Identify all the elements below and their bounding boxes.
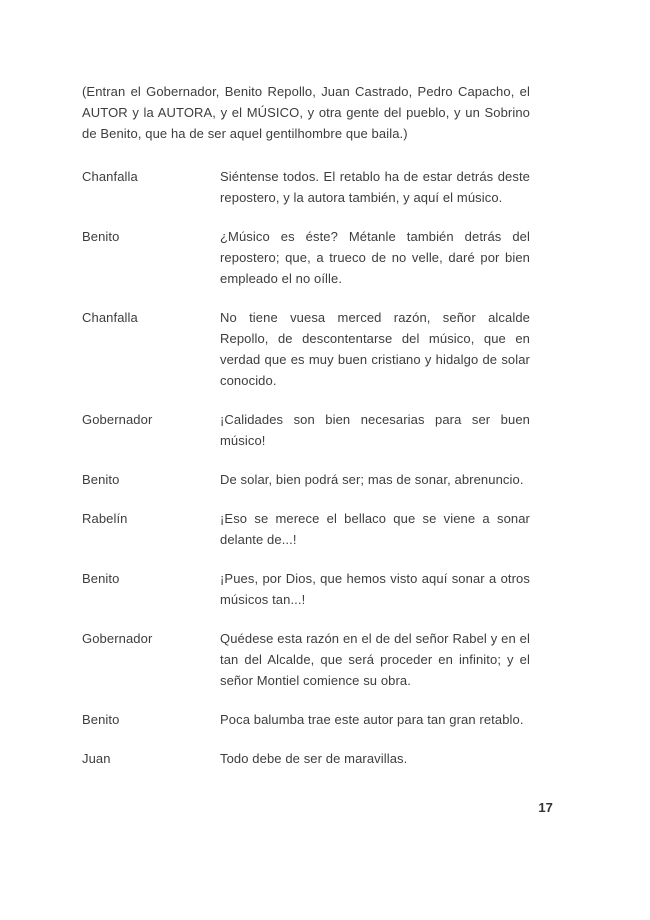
speech-text: ¡Eso se merece el bellaco que se viene a sonar delante de...!	[220, 511, 530, 547]
speaker-name: Benito	[82, 472, 120, 487]
speech-text: Todo debe de ser de maravillas.	[220, 751, 408, 766]
speaker-name: Chanfalla	[82, 310, 138, 325]
dialogue-row	[82, 469, 530, 490]
speech-text: Quédese esta razón en el de del señor Rabel y en el tan del Alcalde, que será proceder en infinito; y el señor Montiel comience su obra.	[220, 631, 530, 688]
dialogue-row	[82, 508, 530, 550]
speech-text: Siéntense todos. El retablo ha de estar detrás deste repostero, y la autora también, y aquí el músico.	[220, 169, 530, 205]
dialogue-list	[82, 166, 530, 769]
speech-text: Poca balumba trae este autor para tan gran retablo.	[220, 712, 524, 727]
speech-text: ¡Pues, por Dios, que hemos visto aquí sonar a otros músicos tan...!	[220, 571, 530, 607]
dialogue-row	[82, 226, 530, 289]
dialogue-row	[82, 568, 530, 610]
speaker-name: Gobernador	[82, 412, 153, 427]
speaker-name: Juan	[82, 751, 111, 766]
speaker-name: Benito	[82, 571, 120, 586]
page-number: 17	[538, 800, 553, 815]
dialogue-row	[82, 709, 530, 730]
dialogue-row	[82, 307, 530, 391]
speech-text: De solar, bien podrá ser; mas de sonar, abrenuncio.	[220, 472, 524, 487]
speech-text: No tiene vuesa merced razón, señor alcalde Repollo, de descontentarse del músico, que en verdad que es muy buen cristiano y hidalgo de solar conocido.	[220, 310, 530, 388]
dialogue-row	[82, 166, 530, 208]
speaker-name: Chanfalla	[82, 169, 138, 184]
dialogue-row	[82, 409, 530, 451]
speech-text: ¡Calidades son bien necesarias para ser buen músico!	[220, 412, 530, 448]
speaker-name: Rabelín	[82, 511, 128, 526]
speaker-name: Benito	[82, 229, 120, 244]
speaker-name: Gobernador	[82, 631, 153, 646]
stage-direction: (Entran el Gobernador, Benito Repollo, Juan Castrado, Pedro Capacho, el AUTOR y la AUTORA, y el MÚSICO, y otra gente del pueblo, y un Sobrino de Benito, que ha de ser aquel gentilhombre que baila.)	[82, 84, 530, 141]
speech-text: ¿Músico es éste? Métanle también detrás del repostero; que, a trueco de no velle, daré por bien empleado el no oílle.	[220, 229, 530, 286]
dialogue-row	[82, 748, 530, 769]
speaker-name: Benito	[82, 712, 120, 727]
dialogue-row	[82, 628, 530, 691]
